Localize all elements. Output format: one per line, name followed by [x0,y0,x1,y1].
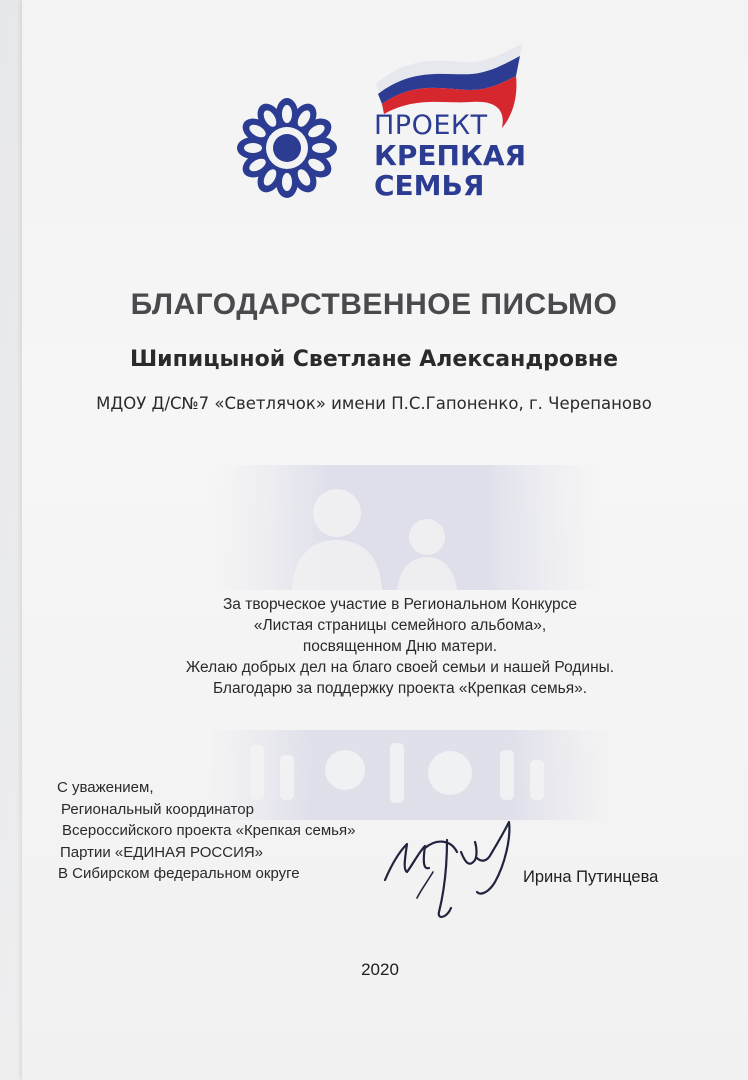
logo-line-3: СЕМЬЯ [374,169,485,202]
document-year: 2020 [361,960,399,979]
family-watermark-icon [212,455,602,590]
closing-line: Региональный координатор [61,800,254,818]
logo-line-2: КРЕПКАЯ [374,139,527,172]
document-title: БЛАГОДАРСТВЕННОЕ ПИСЬМО [130,288,618,321]
project-logo-text [374,112,574,200]
daisy-logo-icon [225,96,349,200]
closing-line: В Сибирском федеральном округе [58,865,300,882]
signer-name: Ирина Путинцева [523,868,659,886]
logo-line-1: ПРОЕКТ [374,110,488,141]
closing-block [57,777,355,885]
recipient-name: Шипицыной Светлане Александровне [129,347,619,372]
closing-line: Партии «ЕДИНАЯ РОССИЯ» [60,843,264,861]
letter-sheet [22,0,748,1080]
body-line: «Листая страницы семейного альбома», [253,617,547,634]
handwritten-signature [377,808,537,928]
body-line: Благодарю за поддержку проекта «Крепкая семья». [212,680,588,697]
recipient-organization: МДОУ Д/С№7 «Светлячок» имени П.С.Гапоненко, г. Черепаново [96,394,652,413]
body-line: посвященном Дню матери. [302,638,498,655]
body-line: Желаю добрых дел на благо своей семьи и нашей Родины. [185,659,615,676]
closing-line: С уважением, [57,779,154,796]
letter-body [0,594,748,699]
body-line: За творческое участие в Региональном Конкурсе [222,596,578,613]
closing-line: Всероссийского проекта «Крепкая семья» [62,822,356,839]
